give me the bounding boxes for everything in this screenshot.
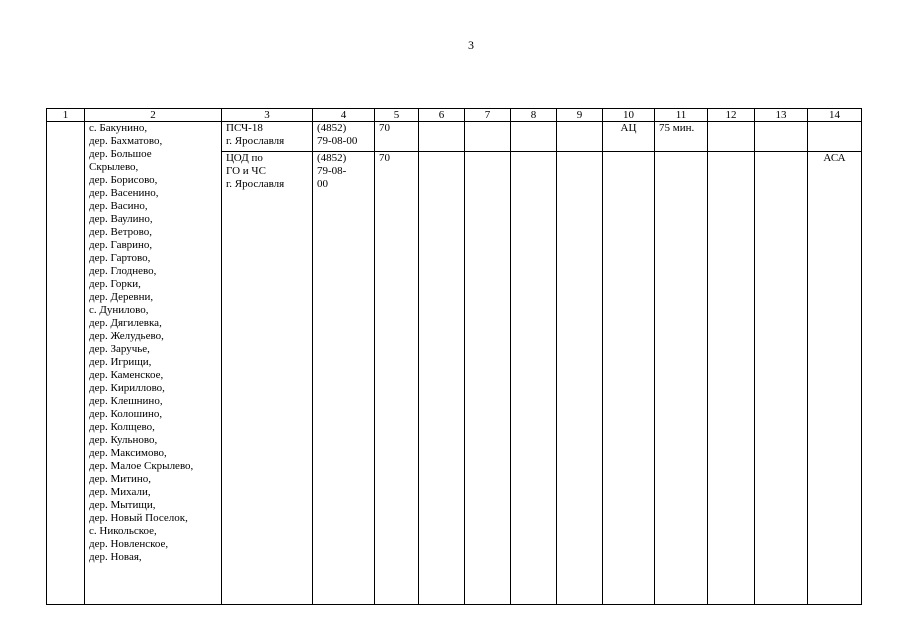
settlement-line: дер. Васино, xyxy=(89,200,148,212)
header-cell: 14 xyxy=(808,109,862,122)
header-cell: 5 xyxy=(375,109,419,122)
cell-col8 xyxy=(511,122,557,605)
col3-line: г. Ярославля xyxy=(226,135,285,147)
settlement-line: дер. Колщево, xyxy=(89,421,155,433)
settlement-line: с. Никольское, xyxy=(89,525,157,537)
header-cell: 3 xyxy=(222,109,313,122)
cell-col13 xyxy=(755,122,808,605)
col3-line: ПСЧ-18 xyxy=(226,122,263,134)
cell-col1 xyxy=(47,122,85,605)
cell-col3 xyxy=(222,122,313,605)
settlement-line: дер. Гартово, xyxy=(89,252,151,264)
cell-col7 xyxy=(465,122,511,605)
col4-line: (4852) xyxy=(317,152,347,164)
settlement-line: дер. Ваулино, xyxy=(89,213,153,225)
data-table xyxy=(46,108,862,605)
col11-value: 75 мин. xyxy=(659,122,695,134)
col4-line: (4852) xyxy=(317,122,347,134)
col5-value: 70 xyxy=(379,122,390,134)
cell-col5 xyxy=(375,122,419,605)
settlement-line: дер. Желудьево, xyxy=(89,330,164,342)
settlement-line: дер. Кириллово, xyxy=(89,382,165,394)
settlement-line: дер. Мытищи, xyxy=(89,499,156,511)
settlement-line: дер. Клешнино, xyxy=(89,395,163,407)
col3-line: ЦОД по xyxy=(226,152,263,164)
header-cell: 4 xyxy=(313,109,375,122)
settlement-line: дер. Деревни, xyxy=(89,291,154,303)
header-cell: 9 xyxy=(557,109,603,122)
settlement-line: дер. Васенино, xyxy=(89,187,159,199)
settlement-line: дер. Игрищи, xyxy=(89,356,152,368)
settlement-line: дер. Максимово, xyxy=(89,447,167,459)
col10-value: АЦ xyxy=(620,122,637,134)
header-cell: 2 xyxy=(85,109,222,122)
cell-col6 xyxy=(419,122,465,605)
settlement-line: дер. Большое xyxy=(89,148,152,160)
settlement-line: дер. Михали, xyxy=(89,486,151,498)
header-cell: 10 xyxy=(603,109,655,122)
cell-settlements xyxy=(85,122,222,605)
settlement-line: дер. Каменское, xyxy=(89,369,164,381)
col5-value: 70 xyxy=(379,152,390,164)
settlement-line: дер. Горки, xyxy=(89,278,141,290)
col3-line: ГО и ЧС xyxy=(226,165,266,177)
settlement-line: дер. Малое Скрылево, xyxy=(89,460,194,472)
settlement-line: дер. Новый Поселок, xyxy=(89,512,188,524)
header-cell: 6 xyxy=(419,109,465,122)
settlement-line: дер. Борисово, xyxy=(89,174,158,186)
cell-col14 xyxy=(808,122,862,605)
settlement-line: дер. Новая, xyxy=(89,551,142,563)
settlement-line: Скрылево, xyxy=(89,161,139,173)
col4-line: 79-08-00 xyxy=(317,135,358,147)
col4-line: 79-08- xyxy=(317,165,347,177)
header-cell: 8 xyxy=(511,109,557,122)
settlement-line: дер. Дягилевка, xyxy=(89,317,162,329)
header-cell: 12 xyxy=(708,109,755,122)
settlement-line: дер. Бахматово, xyxy=(89,135,163,147)
settlement-line: дер. Колошино, xyxy=(89,408,163,420)
settlement-line: дер. Кульново, xyxy=(89,434,158,446)
header-cell: 1 xyxy=(47,109,85,122)
cell-col12 xyxy=(708,122,755,605)
col3-line: г. Ярославля xyxy=(226,178,285,190)
table-row xyxy=(47,122,862,605)
settlement-line: дер. Митино, xyxy=(89,473,151,485)
settlement-line: дер. Заручье, xyxy=(89,343,150,355)
cell-col10 xyxy=(603,122,655,605)
settlement-line: дер. Ветрово, xyxy=(89,226,153,238)
col4-line: 00 xyxy=(317,178,328,190)
settlement-line: дер. Глоднево, xyxy=(89,265,157,277)
settlement-line: с. Бакунино, xyxy=(89,122,148,134)
cell-col11 xyxy=(655,122,708,605)
settlement-line: дер. Новленское, xyxy=(89,538,169,550)
col14-value: АСА xyxy=(823,152,846,164)
cell-col9 xyxy=(557,122,603,605)
header-row xyxy=(47,109,862,122)
header-cell: 7 xyxy=(465,109,511,122)
header-cell: 13 xyxy=(755,109,808,122)
settlement-line: с. Дунилово, xyxy=(89,304,149,316)
cell-col4 xyxy=(313,122,375,605)
header-cell: 11 xyxy=(655,109,708,122)
settlement-line: дер. Гаврино, xyxy=(89,239,153,251)
